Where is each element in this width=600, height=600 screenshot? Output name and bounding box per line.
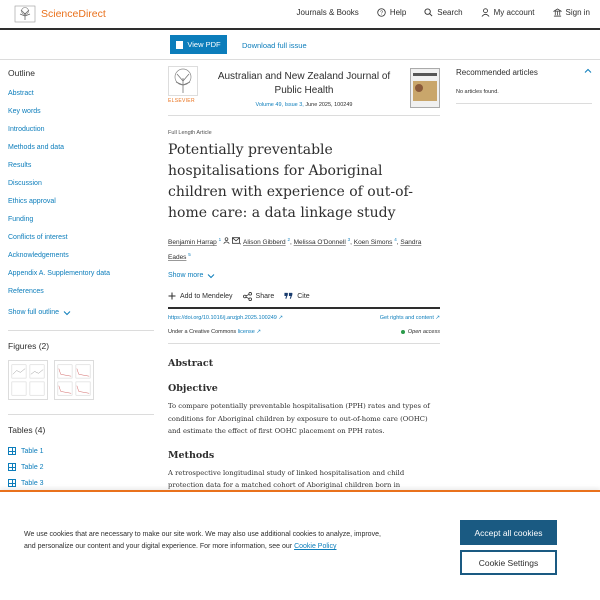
chevron-up-icon[interactable] — [584, 68, 592, 74]
doi-link[interactable]: https://doi.org/10.1016/j.anzjph.2025.100249 ↗ — [168, 315, 284, 322]
share-icon — [243, 292, 252, 301]
header-nav — [297, 8, 590, 17]
view-pdf-button[interactable] — [170, 35, 227, 54]
logo-text: ScienceDirect — [41, 8, 106, 20]
volume-issue-link[interactable]: Volume 49, Issue 3, — [255, 102, 304, 108]
elsevier-logo-icon[interactable] — [168, 66, 198, 102]
mendeley-label: Add to Mendeley — [180, 292, 233, 300]
doi-text: https://doi.org/10.1016/j.anzjph.2025.100249 — [168, 315, 277, 322]
abstract-heading: Abstract — [168, 358, 214, 370]
outline-item[interactable]: Methods and data — [8, 144, 65, 151]
divider — [456, 103, 592, 104]
accept-all-cookies-button[interactable]: Accept all cookies — [460, 520, 557, 545]
cite-label: Cite — [297, 292, 310, 300]
right-sidebar — [456, 68, 592, 104]
nav-my-account[interactable] — [481, 8, 535, 17]
cookie-message — [24, 529, 384, 553]
search-icon — [424, 8, 433, 17]
sciencedirect-logo[interactable] — [14, 5, 106, 23]
table-link[interactable] — [8, 459, 154, 475]
plus-icon — [168, 292, 176, 300]
elsevier-tree-icon — [14, 5, 36, 23]
nav-label: Sign in — [565, 8, 590, 17]
recommended-empty-text: No articles found. — [456, 89, 499, 95]
figure-thumbnail[interactable] — [54, 360, 94, 400]
outline-item[interactable]: Discussion — [8, 180, 42, 187]
table-icon — [8, 463, 16, 471]
outline-item[interactable]: References — [8, 288, 44, 295]
help-icon — [377, 8, 386, 17]
license-prefix: Under a Creative Commons — [168, 329, 237, 336]
table-link[interactable] — [8, 443, 154, 459]
author-link[interactable]: Benjamin Harrap — [168, 239, 217, 247]
article-title: Potentially preventable hospitalisations for Aboriginal children with experience of out-of-home care: a data linkage study — [168, 142, 413, 221]
author-link[interactable]: Sandra Eades — [168, 239, 422, 262]
issue-date: June 2025, 100249 — [305, 102, 353, 108]
nav-help[interactable] — [377, 8, 406, 17]
chevron-down-icon — [63, 310, 71, 316]
methods-text: A retrospective longitudinal study of linked hospitalisation and child protection data for a matched cohort of Aboriginal children born in — [168, 468, 405, 490]
outline-item[interactable]: Funding — [8, 216, 34, 223]
article-main — [168, 66, 440, 492]
author-affiliation-sup[interactable]: 1 — [218, 237, 222, 242]
outline-item[interactable]: Introduction — [8, 126, 45, 133]
license-link[interactable]: license ↗ — [237, 329, 261, 336]
author-affiliation-sup[interactable]: 4 — [394, 237, 397, 242]
author-link[interactable]: Alison Gibberd — [243, 239, 286, 247]
article-toolbar — [0, 30, 600, 60]
user-icon — [481, 8, 490, 17]
nav-search[interactable] — [424, 8, 462, 17]
table-icon — [8, 447, 16, 455]
show-full-outline-button[interactable] — [8, 309, 154, 316]
outline-item[interactable]: Key words — [8, 108, 41, 115]
article-type: Full Length Article — [168, 130, 212, 136]
left-sidebar — [8, 68, 154, 491]
quote-icon — [284, 292, 293, 300]
cookie-banner — [0, 490, 600, 600]
publisher-logo-text: ELSEVIER — [168, 98, 195, 104]
journal-title[interactable]: Australian and New Zealand Journal of Public Health — [217, 71, 391, 96]
outline-item[interactable]: Abstract — [8, 90, 34, 97]
rights-text: Get rights and content — [379, 315, 434, 322]
journal-meta — [204, 102, 404, 108]
show-more-button[interactable] — [168, 272, 440, 279]
figure-preview-image — [9, 361, 47, 399]
cite-button[interactable] — [284, 292, 309, 300]
author-affiliation-sup[interactable]: 5 — [188, 252, 191, 258]
download-full-issue-link[interactable]: Download full issue — [242, 41, 307, 50]
outline-heading: Outline — [8, 68, 35, 78]
figure-thumbnails — [8, 360, 154, 400]
nav-label: Journals & Books — [296, 8, 359, 17]
license-info — [168, 329, 261, 335]
nav-label: Search — [437, 8, 463, 17]
show-full-outline-label: Show full outline — [8, 309, 59, 316]
journal-header — [168, 66, 440, 116]
outline-item[interactable]: Acknowledgements — [8, 252, 69, 259]
author-link[interactable]: Koen Simons — [353, 239, 393, 247]
svg-text:?: ? — [379, 10, 383, 17]
table-label: Table 2 — [21, 463, 44, 471]
chevron-down-icon — [207, 273, 215, 279]
view-pdf-label: View PDF — [187, 40, 221, 49]
recommended-header[interactable] — [456, 68, 592, 77]
article-actions — [168, 289, 440, 303]
show-more-label: Show more — [168, 272, 204, 280]
outline-list — [8, 89, 154, 305]
open-access-icon — [401, 330, 405, 334]
figure-thumbnail[interactable] — [8, 360, 48, 400]
cookie-policy-link[interactable]: Cookie Policy — [294, 543, 337, 550]
author-list: Benjamin Harrap $^1$ , Alison Gibberd $^2$, Melissa O'Donnell $^3$, Koen Simons $^4$, Sandra Eades $^5$ — [168, 237, 422, 262]
person-icon[interactable] — [223, 237, 230, 244]
cookie-settings-button[interactable]: Cookie Settings — [460, 550, 557, 575]
tables-heading: Tables (4) — [8, 425, 46, 435]
add-to-mendeley-button[interactable] — [168, 292, 233, 300]
nav-sign-in[interactable] — [553, 8, 590, 17]
institution-icon — [553, 8, 562, 17]
license-link-text: license — [237, 329, 255, 336]
divider — [8, 414, 154, 415]
open-access-badge — [401, 329, 440, 335]
nav-label: My account — [493, 8, 535, 17]
cookie-text: We use cookies that are necessary to make our site work. We may also use additional cookies to analyze, improve, and personalize our content and your digital experience. For more information, see our — [24, 531, 381, 550]
outline-item[interactable]: Appendix A. Supplementory data — [8, 270, 110, 277]
table-link[interactable] — [8, 475, 154, 491]
recommended-heading: Recommended articles — [456, 68, 538, 77]
figures-heading: Figures (2) — [8, 341, 50, 351]
divider — [8, 330, 154, 331]
share-button[interactable] — [243, 292, 275, 301]
author-link[interactable]: Melissa O'Donnell — [293, 239, 346, 247]
share-label: Share — [255, 292, 275, 300]
author-affiliation-sup[interactable]: 2 — [287, 237, 290, 242]
journal-cover-image[interactable] — [410, 68, 440, 108]
nav-label: Help — [389, 8, 407, 17]
email-icon[interactable] — [232, 237, 240, 244]
outline-item[interactable]: Ethics approval — [8, 198, 56, 205]
divider — [168, 343, 440, 344]
outline-item[interactable]: Results — [8, 162, 32, 169]
doi-row — [168, 315, 440, 321]
table-label: Table 3 — [21, 479, 44, 487]
top-header — [0, 0, 600, 30]
open-access-label: Open access — [407, 329, 440, 336]
objective-heading: Objective — [168, 383, 218, 395]
pdf-icon — [176, 41, 183, 49]
figure-preview-image — [55, 361, 93, 399]
license-row — [168, 329, 440, 335]
author-affiliation-sup[interactable]: 3 — [347, 237, 351, 242]
objective-text: To compare potentially preventable hospitalisation (PPH) rates and types of conditions for Aboriginal children by exposure to out-of-home care (OOHC) and estimate the effect of first OOHC placement on PPH rates. — [168, 402, 430, 436]
divider — [168, 307, 440, 309]
nav-journals-books[interactable] — [297, 8, 359, 17]
table-label: Table 1 — [21, 447, 44, 455]
get-rights-link[interactable]: Get rights and content ↗ — [379, 315, 440, 322]
methods-heading: Methods — [168, 449, 215, 461]
table-icon — [8, 479, 16, 487]
outline-item[interactable]: Conflicts of interest — [8, 234, 68, 241]
